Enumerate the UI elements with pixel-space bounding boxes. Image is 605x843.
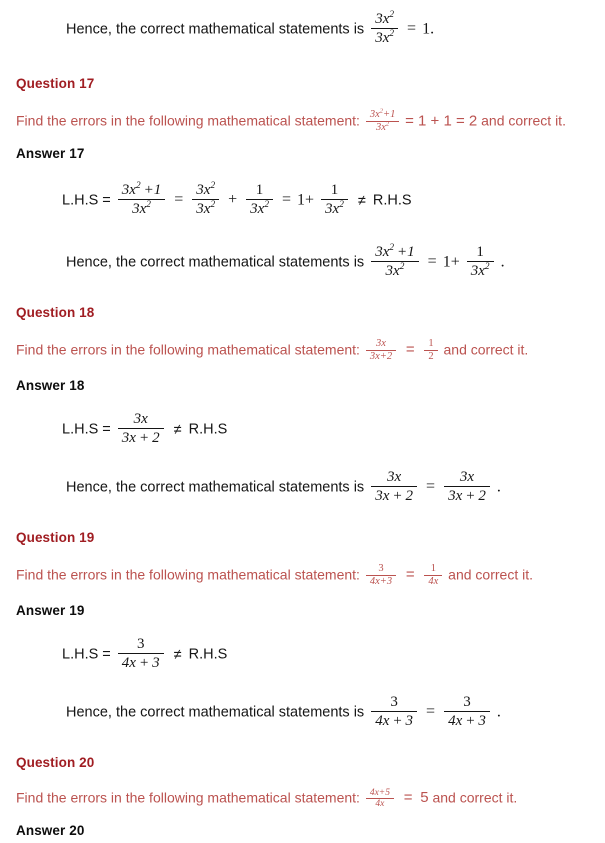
fraction-denominator: 2 [424,350,437,362]
fraction-numerator: $3x^2+1$ [369,107,396,121]
question-heading-17: Question 17 [16,76,95,91]
fraction-denominator: $3x^2$ [192,199,219,217]
equals-sign: = [426,478,436,496]
question-suffix: and correct it. [443,341,529,358]
question-heading-19: Question 19 [16,530,95,545]
hence-math-19 [368,695,501,730]
fraction-step-3 [246,182,273,217]
hence-label: Hence, the correct mathematical statements is [66,704,365,721]
answer-lhs-line-17 [62,183,412,218]
fraction-numerator: 3 [390,694,398,711]
fraction [118,636,164,671]
rhs-label: R.H.S [188,421,228,438]
answer-heading-18: Answer 18 [16,378,85,393]
answer-heading-17: Answer 17 [16,146,85,161]
fraction-numerator: 1 [428,338,434,350]
fraction-numerator: 3x [133,411,148,428]
question-math-rhs: = 1 + 1 = 2 [405,112,478,130]
equals-sign-1: = [174,191,184,209]
hence-label: Hence, the correct mathematical statements is [66,254,365,271]
fraction [118,411,164,446]
period: . [496,478,501,496]
fraction-denominator: 3x + 2 [444,486,490,504]
question-suffix: and correct it. [448,566,533,583]
result-value: 5 [420,789,429,807]
fraction-right [424,563,442,587]
fraction-denominator: $3x^2$ [118,199,165,217]
fraction-numerator: 3 [136,636,145,653]
fraction-right [444,469,490,504]
fraction-numerator: 1 [430,563,436,575]
fraction-numerator: 1 [330,182,339,199]
hence-label: Hence, the correct mathematical statements is [66,21,365,38]
fraction-right [467,244,494,279]
question-prefix: Find the errors in the following mathematical statement: [16,112,360,129]
question-text-19 [16,564,533,588]
fraction-denominator: 4x + 3 [444,711,490,729]
fraction-left [366,563,396,587]
hence-math-17 [368,245,504,280]
hence-math-18 [368,470,501,505]
answer-lhs-line-19 [62,637,227,672]
fraction-denominator: $3x^2$ [467,261,494,279]
fraction-numerator: 3x [459,469,475,486]
period: . [500,253,505,271]
fraction-denominator: $3x^2$ [366,121,400,133]
fraction-denominator: 4x + 3 [118,653,164,671]
fraction-left [371,244,418,279]
question-prefix: Find the errors in the following mathematical statement: [16,566,360,583]
hence-leading: 1+ [442,253,460,271]
fraction-numerator: $3x^2$ [196,181,216,199]
equals-sign: = [405,341,415,359]
question-text-20 [16,788,517,810]
fraction-left [371,469,417,504]
fraction-numerator: $3x^2 +1$ [121,181,162,199]
fraction-right [444,694,490,729]
fraction-numerator: 3x [387,469,402,486]
question-suffix: and correct it. [481,112,566,129]
question-prefix: Find the errors in the following mathematical statement: [16,341,360,358]
fraction [366,109,400,133]
fraction-denominator: 4x [424,575,442,587]
equals-sign: = [405,566,415,584]
question-heading-18: Question 18 [16,305,95,320]
fraction-numerator: 3 [378,563,384,575]
answer-heading-19: Answer 19 [16,603,85,618]
fraction-numerator: $3x^2 +1$ [375,243,415,261]
fraction-numerator: 4x+5 [369,787,390,798]
fraction-step-1 [118,182,165,217]
question-suffix: and correct it. [432,789,518,806]
top-hence-math [368,12,434,47]
question-text-18 [16,339,528,363]
fraction-right [424,338,437,362]
fraction-numerator: 3 [463,694,471,711]
fraction-denominator: 4x [366,798,394,809]
hence-label: Hence, the correct mathematical statements is [66,479,365,496]
not-equal-sign: ≠ [173,421,182,438]
rhs-label: R.H.S [372,192,412,209]
fraction-step-4 [321,182,348,217]
answer-lhs-line-18 [62,412,227,447]
fraction-denominator: 4x + 3 [371,711,417,729]
question-heading-20: Question 20 [16,755,95,770]
equals-sign: = [407,20,417,38]
equals-sign: = [403,789,413,807]
fraction-denominator: $3x^2$ [371,28,398,46]
final-leading: 1+ [297,191,315,209]
fraction-left [371,694,417,729]
lhs-label: L.H.S = [62,192,111,209]
rhs-label: R.H.S [188,646,228,663]
equals-sign-2: = [281,191,291,209]
fraction-denominator: 4x+3 [366,575,396,587]
result-value: 1 [422,20,431,38]
lhs-expression-18 [115,412,167,447]
fraction-denominator: 3x + 2 [371,486,417,504]
top-hence-line [66,12,434,47]
fraction-numerator: $3x^2$ [375,10,395,28]
hence-line-19 [66,695,501,730]
hence-line-17 [66,245,505,280]
question-math-20 [364,788,429,810]
fraction-step-2 [192,182,219,217]
lhs-expression-19 [115,637,167,672]
hence-line-18 [66,470,501,505]
question-math-19 [364,564,444,588]
fraction-numerator: 3x [376,338,386,350]
lhs-label: L.H.S = [62,646,111,663]
question-text-17 [16,107,566,134]
fraction-denominator: 3x+2 [366,350,396,362]
fraction-denominator: 3x + 2 [118,428,164,446]
plus-sign-1: + [228,191,238,209]
fraction-numerator: 1 [476,244,484,261]
fraction-left [366,338,396,362]
not-equal-sign: ≠ [357,192,366,209]
question-math-18 [364,339,440,363]
equals-sign: = [427,253,437,271]
not-equal-sign: ≠ [173,646,182,663]
question-prefix: Find the errors in the following mathematical statement: [16,789,360,806]
period: . [496,703,501,721]
equals-sign: = [426,703,436,721]
fraction-denominator: $3x^2$ [321,199,348,217]
question-math-17 [364,107,478,134]
answer-heading-20: Answer 20 [16,823,85,838]
fraction-denominator: $3x^2$ [371,261,418,279]
fraction-denominator: $3x^2$ [246,199,273,217]
lhs-expression-17 [115,183,351,218]
period: . [430,20,435,38]
fraction [366,788,394,810]
lhs-label: L.H.S = [62,421,111,438]
fraction [371,11,398,46]
fraction-numerator: 1 [255,182,264,199]
